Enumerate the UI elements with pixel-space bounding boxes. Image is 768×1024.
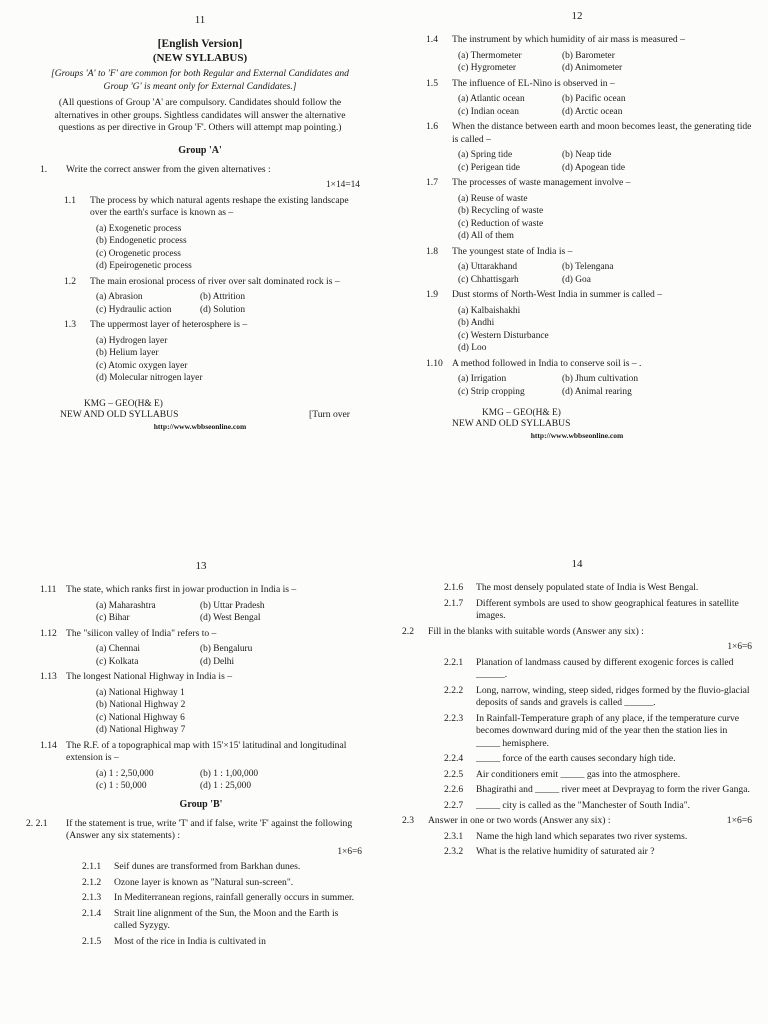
question-1: 1. Write the correct answer from the given alternatives : xyxy=(40,163,271,175)
footer-turn-over: [Turn over xyxy=(309,408,350,420)
page-number: 14 xyxy=(571,558,583,570)
option-row: (a) Chennai (b) Bengaluru xyxy=(96,644,253,654)
option-row: (c) Strip cropping (d) Animal rearing xyxy=(458,386,632,397)
question: 1.14 The R.F. of a topographical map with 15'×15' latitudinal and longitudinal extension is – xyxy=(40,739,347,763)
version-heading: [English Version] xyxy=(157,38,243,50)
statement: 2.1.1 Seif dunes are transformed from Barkhan dunes. xyxy=(82,861,301,872)
footer-url: http://www.wbbseonline.com xyxy=(153,421,247,431)
group-heading: Group 'A' xyxy=(178,144,222,156)
page-number: 11 xyxy=(194,14,206,26)
option: (b) Andhi xyxy=(458,318,495,328)
page-12 xyxy=(384,0,768,512)
option-row: (a) Maharashtra (b) Uttar Pradesh xyxy=(96,600,265,611)
statement: 2.1.5 Most of the rice in India is cultivated in xyxy=(82,935,266,947)
blank-question: 2.2.3 In Rainfall-Temperature graph of any place, if the temperature curve becomes downward during mid of the year then the station lies in _____ hemisphere. xyxy=(444,712,740,749)
syllabus-heading: (NEW SYLLABUS) xyxy=(152,52,248,64)
option: (b) Helium layer xyxy=(96,348,159,358)
question-2-3: 2.3 Answer in one or two words (Answer any six) : 1×6=6 xyxy=(402,815,752,826)
question-2-2-marks: 1×6=6 xyxy=(727,642,752,652)
footer-row xyxy=(452,418,742,429)
statement: 2.1.4 Strait line alignment of the Sun, the Moon and the Earth is called Syzygy. xyxy=(82,907,339,931)
statement: 2.1.3 In Mediterranean regions, rainfall generally occurs in summer. xyxy=(82,892,355,903)
question: 1.1 The process by which natural agents reshape the existing landscape over the earth's surface is known as – xyxy=(64,194,349,218)
option: (d) Epeirogenetic process xyxy=(96,261,192,271)
question: 1.10 A method followed in India to conserve soil is – . xyxy=(426,357,642,369)
question: 1.2 The main erosional process of river over salt dominated rock is – xyxy=(64,275,340,287)
option: (a) Exogenetic process xyxy=(96,223,182,234)
option-row: (a) Thermometer (b) Barometer xyxy=(458,50,615,61)
groups-note: [Groups 'A' to 'F' are common for both Regular and External Candidates and Group 'G' is meant only for External Candidates.] xyxy=(51,68,349,92)
option: (d) Loo xyxy=(458,343,487,353)
blank-question: 2.2.1 Planation of landmass caused by different exogenic forces is called ______. xyxy=(444,656,734,680)
short-question: 2.3.2 What is the relative humidity of saturated air ? xyxy=(444,846,655,857)
page-number: 12 xyxy=(571,10,583,22)
blank-question: 2.2.6 Bhagirathi and _____ river meet at Devprayag to form the river Ganga. xyxy=(444,784,750,795)
footer-code: KMG – GEO(H& E) xyxy=(84,398,163,409)
page-number: 13 xyxy=(195,560,207,572)
option: (c) Orogenetic process xyxy=(96,248,181,259)
question: 1.9 Dust storms of North-West India in summer is called – xyxy=(426,289,662,300)
option: (c) Western Disturbance xyxy=(458,330,549,341)
footer-syllabus: NEW AND OLD SYLLABUS xyxy=(60,408,179,420)
group-heading: Group 'B' xyxy=(179,798,223,810)
option-row: (c) Indian ocean (d) Arctic ocean xyxy=(458,106,623,117)
option: (d) Molecular nitrogen layer xyxy=(96,373,203,383)
option: (c) National Highway 6 xyxy=(96,712,185,723)
option-row: (a) Atlantic ocean (b) Pacific ocean xyxy=(458,94,626,104)
question-2-1: 2. 2.1 If the statement is true, write 'T' and if false, write 'F' against the following (Answer any six statements) : xyxy=(26,817,353,841)
option: (b) Recycling of waste xyxy=(458,206,544,216)
option-row: (a) Irrigation (b) Jhum cultivation xyxy=(458,374,639,384)
option-row: (a) Abrasion (b) Attrition xyxy=(96,292,246,302)
option: (d) National Highway 7 xyxy=(96,725,186,735)
blank-question: 2.2.4 _____ force of the earth causes secondary high tide. xyxy=(444,753,676,764)
option-row: (a) Uttarakhand (b) Telengana xyxy=(458,262,614,272)
statement: 2.1.7 Different symbols are used to show geographical features in satellite images. xyxy=(444,597,739,621)
question: 1.11 The state, which ranks first in jowar production in India is – xyxy=(40,584,297,595)
question-2-2: 2.2 Fill in the blanks with suitable words (Answer any six) : xyxy=(402,625,644,637)
question-1-marks: 1×14=14 xyxy=(325,180,360,190)
short-question: 2.3.1 Name the high land which separates two river systems. xyxy=(444,830,688,842)
option: (c) Atomic oxygen layer xyxy=(96,360,188,371)
footer-code: KMG – GEO(H& E) xyxy=(482,408,561,418)
question: 1.13 The longest National Highway in India is – xyxy=(40,671,232,682)
option-row: (c) Hydraulic action (d) Solution xyxy=(96,304,246,315)
option: (b) Endogenetic process xyxy=(96,236,187,246)
footer-url: http://www.wbbseonline.com xyxy=(530,431,624,440)
option: (d) All of them xyxy=(458,231,514,241)
question: 1.6 When the distance between earth and moon becomes least, the generating tide is called – xyxy=(426,121,752,145)
blank-question: 2.2.2 Long, narrow, winding, steep sided, ridges formed by the fluvio-glacial deposits of sands and gravels is called ______. xyxy=(444,684,750,708)
page-11 xyxy=(0,0,384,512)
option: (a) Reuse of waste xyxy=(458,193,528,204)
question: 1.12 The "silicon valley of India" refers to – xyxy=(40,627,217,639)
option-row: (c) Chhattisgarh (d) Goa xyxy=(458,274,591,285)
blank-question: 2.2.7 _____ city is called as the "Manchester of South India". xyxy=(444,799,691,811)
option: (b) National Highway 2 xyxy=(96,700,186,710)
page-14 xyxy=(384,512,768,1024)
option: (a) National Highway 1 xyxy=(96,687,185,698)
question: 1.3 The uppermost layer of heterosphere is – xyxy=(64,319,248,330)
question-2-1-marks: 1×6=6 xyxy=(337,846,362,857)
question: 1.4 The instrument by which humidity of air mass is measured – xyxy=(426,34,685,45)
question: 1.5 The influence of EL-Nino is observed in – xyxy=(426,77,615,89)
option: (c) Reduction of waste xyxy=(458,218,544,229)
option: (a) Kalbaishakhi xyxy=(458,305,521,316)
question: 1.7 The processes of waste management involve – xyxy=(426,177,631,188)
page-13 xyxy=(0,512,384,1024)
option-row: (c) Perigean tide (d) Apogean tide xyxy=(458,162,626,173)
footer-syllabus: NEW AND OLD SYLLABUS xyxy=(452,418,571,429)
option: (a) Hydrogen layer xyxy=(96,335,168,346)
statement: 2.1.2 Ozone layer is known as "Natural sun-screen". xyxy=(82,876,294,888)
option-row: (a) 1 : 2,50,000 (b) 1 : 1,00,000 xyxy=(96,768,259,779)
option-row: (c) Hygrometer (d) Animometer xyxy=(458,63,623,73)
option-row: (c) Kolkata (d) Delhi xyxy=(96,656,235,667)
instructions: (All questions of Group 'A' are compulsory. Candidates should follow the alternatives in other groups. Sightless candidates will answer the alternative questions as per directive in Group 'F'. Others will attempt map pointing.) xyxy=(54,97,346,133)
statement: 2.1.6 The most densely populated state of India is West Bengal. xyxy=(444,582,699,593)
question: 1.8 The youngest state of India is – xyxy=(426,245,573,257)
option-row: (a) Spring tide (b) Neap tide xyxy=(458,150,612,160)
blank-question: 2.2.5 Air conditioners emit _____ gas into the atmosphere. xyxy=(444,768,681,780)
footer-row xyxy=(60,409,350,420)
option-row: (c) 1 : 50,000 (d) 1 : 25,000 xyxy=(96,781,252,791)
option-row: (c) Bihar (d) West Bengal xyxy=(96,613,261,623)
